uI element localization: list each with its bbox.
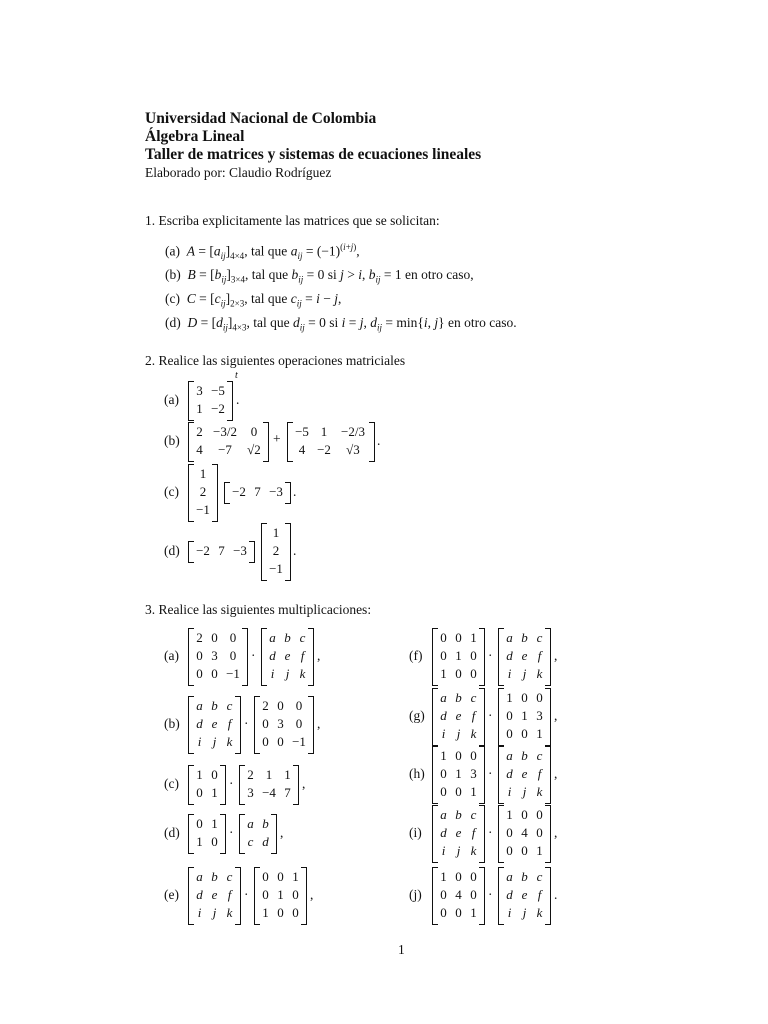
matrix-right [498, 805, 551, 863]
matrix-cell: c [536, 869, 543, 884]
matrix-cell: 0 [470, 869, 477, 884]
matrix-cell: 1 [277, 887, 284, 902]
matrix-cell: 1 [284, 767, 291, 782]
matrix-cell: 0 [455, 630, 462, 645]
matrix-cell: j [522, 905, 527, 920]
exercise-3-prompt: 3. Realice las siguientes multiplicaciones: [145, 602, 372, 617]
matrix-cell: a [196, 698, 203, 713]
matrix-left [188, 628, 248, 686]
exercise-1-item-d: (d) $D = [d_{ij}]_{4\times 3}$, tal que $d_{ij} = 0$ si i = j, $d_{ij} = \min\{i$, j} en otro caso. [165, 315, 517, 333]
matrix-cell: −3 [233, 543, 247, 558]
matrix-cell: 4 [521, 825, 528, 840]
matrix-cell: a [506, 630, 513, 645]
dot-operator: · [244, 887, 249, 902]
matrix-cell: e [455, 825, 462, 840]
matrix-cell: 0 [506, 726, 513, 741]
matrix-cell: 1 [440, 748, 447, 763]
matrix-cell: k [536, 905, 543, 920]
matrix-cell: 0 [292, 905, 299, 920]
matrix-left [432, 867, 485, 925]
matrix-cell: e [455, 708, 462, 723]
matrix-cell: 0 [470, 648, 477, 663]
matrix-cell: 0 [262, 869, 269, 884]
matrix-d-column [261, 523, 291, 581]
item-label: (h) [409, 766, 425, 781]
matrix-cell: 0 [455, 784, 462, 799]
matrix-cell: d [269, 648, 276, 663]
matrix-cell: −2 [317, 442, 331, 457]
matrix-left [432, 628, 485, 686]
matrix-cell: 1 [506, 807, 513, 822]
matrix-cell: 3 [196, 383, 203, 398]
matrix-cell: 4 [196, 442, 203, 457]
matrix-cell: i [197, 734, 202, 749]
page-number: 1 [398, 942, 405, 957]
matrix-cell: 7 [254, 484, 261, 499]
dot-operator: · [229, 825, 234, 840]
matrix-cell: k [299, 666, 306, 681]
course-name: Álgebra Lineal [145, 128, 245, 145]
matrix-cell: 0 [295, 698, 303, 713]
matrix-cell: 0 [229, 630, 237, 645]
matrix-cell: −5 [295, 424, 309, 439]
matrix-cell: 0 [455, 869, 462, 884]
matrix-cell: 0 [536, 825, 543, 840]
item-label: (g) [409, 708, 425, 723]
matrix-cell: f [537, 766, 542, 781]
matrix-cell: 2 [262, 698, 269, 713]
matrix-cell: b [211, 698, 218, 713]
matrix-cell: 0 [455, 666, 462, 681]
trailing-punct: , [554, 825, 558, 840]
matrix-cell: 0 [211, 834, 218, 849]
matrix-right [498, 746, 551, 804]
matrix-cell: 0 [521, 843, 528, 858]
matrix-cell: 0 [470, 666, 477, 681]
matrix-cell: −3 [269, 484, 283, 499]
matrix-right [498, 628, 551, 686]
matrix-cell: j [456, 726, 461, 741]
matrix-cell: √2 [247, 442, 261, 457]
matrix-cell: 3 [277, 716, 284, 731]
matrix-cell: 4 [455, 887, 462, 902]
matrix-cell: k [226, 905, 233, 920]
transpose-superscript: t [235, 370, 238, 381]
matrix-cell: b [521, 748, 528, 763]
matrix-cell: j [285, 666, 290, 681]
matrix-cell: √3 [346, 442, 360, 457]
matrix-b-right [287, 422, 375, 462]
matrix-cell: 0 [536, 690, 543, 705]
matrix-cell: 0 [292, 887, 299, 902]
matrix-cell: 1 [440, 869, 447, 884]
matrix-cell: f [471, 825, 476, 840]
matrix-left [188, 814, 226, 854]
matrix-cell: 1 [536, 726, 543, 741]
matrix-cell: 1 [440, 666, 447, 681]
matrix-cell: 1 [211, 816, 218, 831]
matrix-cell: −3/2 [213, 424, 237, 439]
matrix-cell: j [212, 734, 217, 749]
matrix-cell: c [536, 630, 543, 645]
matrix-cell: 0 [440, 766, 447, 781]
matrix-cell: 3 [247, 785, 254, 800]
matrix-cell: 1 [320, 424, 328, 439]
matrix-cell: 0 [506, 843, 513, 858]
item-label: (b) [164, 716, 180, 731]
trailing-punct: . [377, 433, 381, 448]
matrix-cell: 0 [470, 887, 477, 902]
matrix-cell: a [440, 807, 447, 822]
matrix-cell: a [247, 816, 254, 831]
matrix-cell: 0 [262, 734, 269, 749]
matrix-cell: k [470, 726, 477, 741]
matrix-cell: −4 [262, 785, 276, 800]
matrix-cell: 4 [298, 442, 306, 457]
matrix-cell: 0 [521, 726, 528, 741]
matrix-cell: d [440, 708, 447, 723]
matrix-cell: 0 [455, 748, 462, 763]
matrix-cell: 1 [455, 766, 462, 781]
matrix-a [188, 381, 233, 421]
matrix-cell: 0 [229, 648, 237, 663]
matrix-cell: 0 [196, 785, 203, 800]
matrix-cell: c [299, 630, 306, 645]
matrix-cell: 0 [211, 630, 218, 645]
dot-operator: · [244, 716, 249, 731]
item-label: (c) [165, 291, 180, 306]
item-label: (d) [165, 315, 181, 330]
matrix-cell: 0 [277, 698, 284, 713]
matrix-cell: −2 [211, 401, 225, 416]
dot-operator: · [488, 708, 493, 723]
exercise-2-prompt: 2. Realice las siguientes operaciones matriciales [145, 353, 406, 368]
matrix-cell: f [537, 648, 542, 663]
matrix-cell: 0 [440, 648, 447, 663]
matrix-cell: 0 [196, 648, 203, 663]
matrix-cell: j [456, 843, 461, 858]
dot-operator: · [488, 766, 493, 781]
matrix-cell: d [440, 825, 447, 840]
matrix-cell: a [506, 748, 513, 763]
matrix-cell: 3 [536, 708, 543, 723]
matrix-right [239, 814, 277, 854]
matrix-left [188, 867, 241, 925]
matrix-cell: 0 [262, 716, 269, 731]
matrix-cell: 1 [292, 869, 299, 884]
matrix-cell: 0 [506, 825, 513, 840]
item-label: (a) [165, 243, 180, 259]
matrix-cell: e [521, 648, 528, 663]
dot-operator: · [229, 776, 234, 791]
matrix-c-row [224, 482, 291, 504]
matrix-cell: b [521, 630, 528, 645]
matrix-d-row [188, 541, 255, 563]
trailing-punct: . [293, 543, 297, 558]
matrix-cell: e [521, 766, 528, 781]
matrix-cell: f [227, 716, 232, 731]
matrix-cell: 0 [506, 708, 513, 723]
matrix-cell: k [226, 734, 233, 749]
trailing-punct: , [302, 776, 306, 791]
item-label: (f) [409, 648, 423, 663]
matrix-cell: e [211, 716, 218, 731]
trailing-punct: . [236, 392, 240, 407]
item-label: (d) [164, 543, 180, 558]
matrix-cell: 2 [247, 767, 254, 782]
matrix-cell: k [470, 843, 477, 858]
worksheet-title: Taller de matrices y sistemas de ecuaciones lineales [145, 146, 482, 163]
matrix-cell: k [536, 784, 543, 799]
matrix-left [432, 688, 485, 746]
matrix-cell: f [537, 887, 542, 902]
plus-operator: + [273, 431, 281, 446]
university-name: Universidad Nacional de Colombia [145, 110, 377, 127]
matrix-cell: 1 [470, 905, 477, 920]
matrix-cell: −1 [292, 734, 306, 749]
matrix-left [432, 746, 485, 804]
matrix-left [188, 765, 226, 805]
matrix-cell: b [455, 690, 462, 705]
matrix-cell: 2 [199, 484, 207, 499]
matrix-left [188, 696, 241, 754]
matrix-cell: −1 [196, 502, 210, 517]
trailing-punct: , [554, 708, 558, 723]
matrix-cell: j [522, 784, 527, 799]
matrix-cell: −2 [232, 484, 246, 499]
matrix-cell: b [262, 816, 269, 831]
matrix-cell: 1 [265, 767, 273, 782]
trailing-punct: , [317, 716, 321, 731]
matrix-cell: −1 [269, 561, 283, 576]
matrix-cell: i [441, 726, 446, 741]
matrix-cell: 1 [536, 843, 543, 858]
matrix-cell: j [522, 666, 527, 681]
exercise-1-item-b: (b) $B = [b_{ij}]_{3\times 4}$, tal que $b_{ij} = 0$ si j > i, $b_{ij} = 1$ en otro caso, [165, 267, 474, 285]
item-label: (b) [164, 433, 180, 448]
matrix-cell: 0 [196, 816, 203, 831]
item-label: (c) [164, 484, 179, 499]
item-label: (j) [409, 887, 422, 902]
matrix-cell: 0 [277, 734, 284, 749]
matrix-cell: e [284, 648, 291, 663]
matrix-cell: 0 [455, 905, 462, 920]
matrix-cell: j [212, 905, 217, 920]
matrix-left [432, 805, 485, 863]
matrix-right [239, 765, 299, 805]
matrix-cell: a [269, 630, 276, 645]
exercise-1-prompt: 1. Escriba explicitamente las matrices que se solicitan: [145, 213, 440, 228]
matrix-cell: c [470, 690, 477, 705]
matrix-cell: 3 [470, 766, 477, 781]
matrix-cell: 2 [196, 424, 203, 439]
trailing-punct: , [280, 825, 284, 840]
matrix-cell: 0 [440, 887, 447, 902]
matrix-cell: a [440, 690, 447, 705]
matrix-cell: 0 [262, 887, 269, 902]
matrix-cell: f [471, 708, 476, 723]
matrix-cell: 1 [199, 466, 207, 481]
matrix-cell: b [211, 869, 218, 884]
matrix-cell: 0 [211, 767, 218, 782]
matrix-cell: 0 [211, 666, 218, 681]
matrix-cell: c [226, 869, 233, 884]
matrix-right [498, 867, 551, 925]
matrix-cell: a [506, 869, 513, 884]
matrix-cell: e [521, 887, 528, 902]
matrix-cell: k [536, 666, 543, 681]
matrix-right [261, 628, 314, 686]
item-label: (a) [164, 392, 179, 407]
matrix-cell: 7 [218, 543, 225, 558]
matrix-cell: −1 [226, 666, 240, 681]
trailing-punct: . [554, 887, 558, 902]
matrix-cell: a [196, 869, 203, 884]
matrix-cell: e [211, 887, 218, 902]
matrix-cell: d [196, 887, 203, 902]
matrix-cell: b [455, 807, 462, 822]
matrix-b-left [188, 422, 269, 462]
matrix-cell: c [247, 834, 254, 849]
item-label: (a) [164, 648, 179, 663]
trailing-punct: , [554, 766, 558, 781]
matrix-cell: d [506, 648, 513, 663]
trailing-punct: , [554, 648, 558, 663]
matrix-cell: d [262, 834, 269, 849]
matrix-cell: d [506, 887, 513, 902]
matrix-cell: −7 [218, 442, 232, 457]
item-label: (c) [164, 776, 179, 791]
matrix-cell: 0 [196, 666, 203, 681]
matrix-cell: 1 [455, 648, 462, 663]
matrix-cell: i [507, 905, 512, 920]
trailing-punct: . [293, 484, 297, 499]
item-label: (e) [164, 887, 179, 902]
matrix-cell: b [521, 869, 528, 884]
matrix-c-column [188, 464, 218, 522]
matrix-cell: 2 [272, 543, 280, 558]
matrix-cell: i [197, 905, 202, 920]
trailing-punct: , [317, 648, 321, 663]
matrix-cell: c [226, 698, 233, 713]
item-label: (d) [164, 825, 180, 840]
dot-operator: · [488, 887, 493, 902]
matrix-cell: −2 [196, 543, 210, 558]
matrix-cell: 0 [277, 869, 284, 884]
matrix-cell: i [507, 784, 512, 799]
matrix-cell: 1 [196, 834, 203, 849]
matrix-cell: 0 [250, 424, 258, 439]
matrix-right [254, 696, 314, 754]
matrix-cell: 1 [196, 767, 203, 782]
matrix-cell: 1 [272, 525, 280, 540]
matrix-cell: 1 [262, 905, 269, 920]
matrix-cell: i [441, 843, 446, 858]
exercise-1-item-c: (c) $C = [c_{ij}]_{2\times 3}$, tal que $c_{ij} = i - j$, [165, 291, 342, 309]
header [145, 110, 481, 182]
matrix-cell: i [270, 666, 275, 681]
matrix-cell: c [470, 807, 477, 822]
matrix-cell: 1 [470, 630, 477, 645]
matrix-cell: 1 [521, 708, 528, 723]
matrix-cell: d [196, 716, 203, 731]
matrix-cell: 7 [284, 785, 291, 800]
matrix-cell: 0 [470, 748, 477, 763]
dot-operator: · [251, 648, 256, 663]
matrix-cell: 0 [440, 905, 447, 920]
matrix-cell: 1 [506, 690, 513, 705]
trailing-punct: , [310, 887, 314, 902]
matrix-cell: 0 [295, 716, 303, 731]
matrix-cell: 3 [211, 648, 218, 663]
matrix-cell: 0 [536, 807, 543, 822]
exercise-1-item-a: (a) $A = [a_{ij}]_{4\times 4}$, tal que $a_{ij} = (-1)^{(i+j)}$, [165, 242, 360, 262]
matrix-cell: 1 [470, 784, 477, 799]
matrix-cell: 0 [440, 784, 447, 799]
matrix-cell: f [227, 887, 232, 902]
matrix-cell: 0 [521, 690, 528, 705]
matrix-cell: −2/3 [341, 424, 365, 439]
matrix-cell: 1 [211, 785, 218, 800]
matrix-cell: 0 [277, 905, 284, 920]
matrix-cell: 0 [440, 630, 447, 645]
item-label: (i) [409, 825, 422, 840]
matrix-cell: 1 [196, 401, 203, 416]
matrix-cell: f [300, 648, 305, 663]
item-label: (b) [165, 267, 181, 282]
author-line: Elaborado por: Claudio Rodríguez [145, 165, 332, 180]
dot-operator: · [488, 648, 493, 663]
matrix-cell: c [536, 748, 543, 763]
matrix-cell: 2 [196, 630, 203, 645]
matrix-cell: 0 [521, 807, 528, 822]
dot-operator: · [488, 825, 493, 840]
matrix-cell: d [506, 766, 513, 781]
matrix-cell: b [284, 630, 291, 645]
matrix-right [254, 867, 307, 925]
matrix-right [498, 688, 551, 746]
matrix-cell: −5 [211, 383, 225, 398]
matrix-cell: i [507, 666, 512, 681]
